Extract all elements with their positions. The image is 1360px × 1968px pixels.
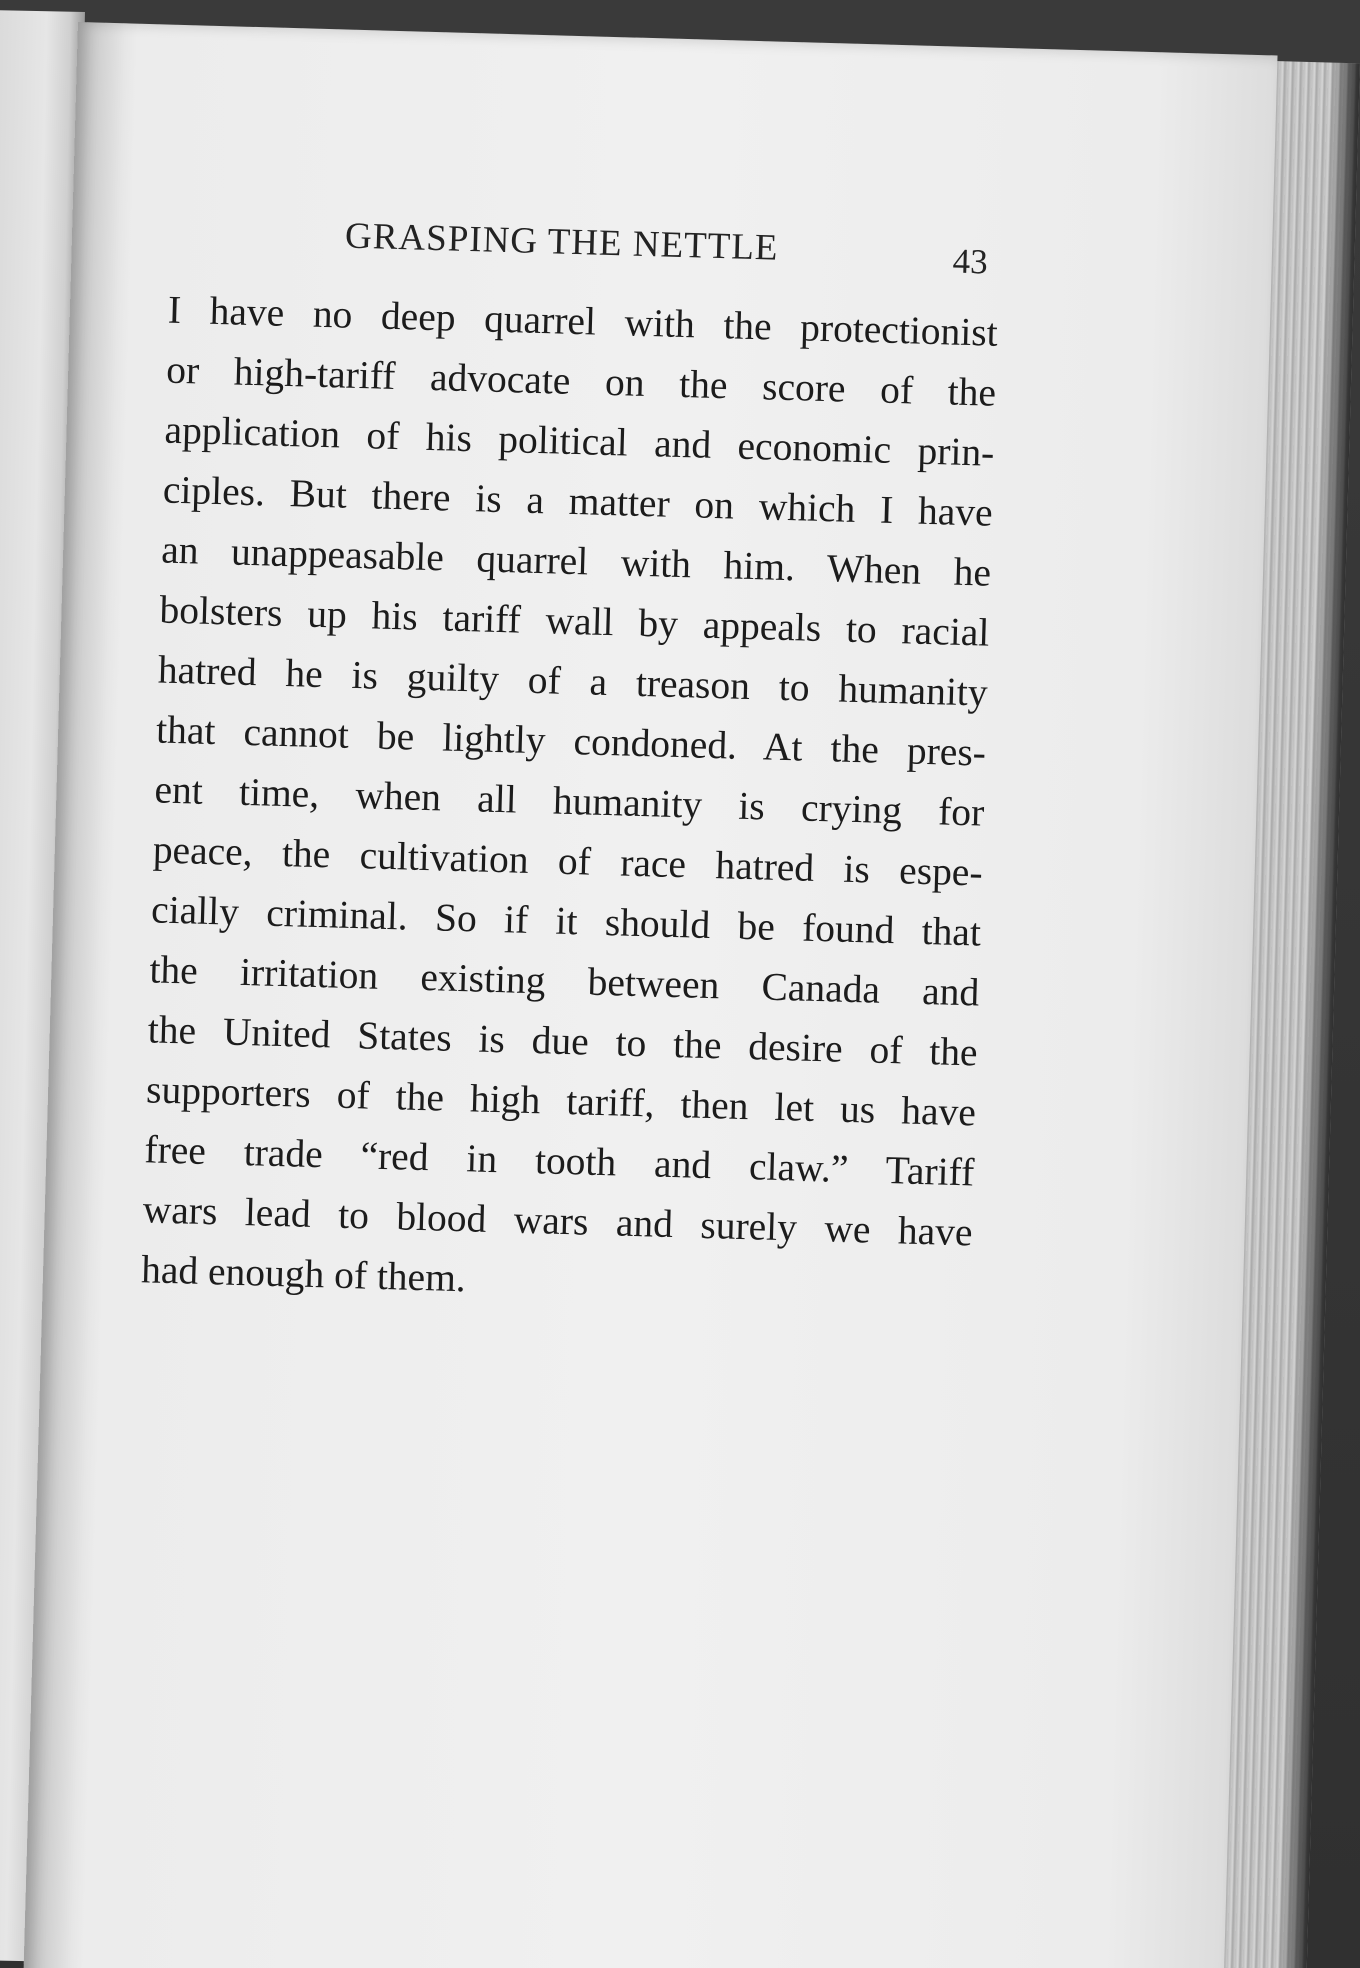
body-line: wars lead to blood wars and surely we have	[142, 1187, 974, 1255]
body-line: that cannot be lightly condoned. At the pres-	[155, 707, 987, 775]
body-line: ciples. But there is a matter on which I have	[162, 467, 994, 535]
body-line: the United States is due to the desire of the	[147, 1007, 979, 1075]
book-page	[23, 22, 1278, 1968]
body-line: free trade “red in tooth and claw.” Tariff	[143, 1127, 975, 1195]
page-number: 43	[952, 241, 989, 282]
body-line: supporters of the high tariff, then let us have	[145, 1067, 977, 1135]
body-line: bolsters up his tariff wall by appeals to racial	[159, 587, 990, 655]
body-line: I have no deep quarrel with the protectionist	[167, 287, 999, 355]
body-line: an unappeasable quarrel with him. When he	[160, 527, 992, 595]
body-line: cially criminal. So if it should be found that	[150, 887, 982, 955]
running-head-title: GRASPING THE NETTLE	[344, 215, 780, 269]
body-line: hatred he is guilty of a treason to humanity	[157, 647, 989, 715]
body-line: had enough of them.	[140, 1247, 467, 1301]
body-line: the irritation existing between Canada and	[148, 947, 980, 1015]
page-content	[140, 210, 1000, 1323]
body-line: peace, the cultivation of race hatred is espe-	[152, 827, 984, 895]
body-line: ent time, when all humanity is crying for	[153, 767, 985, 835]
body-line: or high-tariff advocate on the score of the	[165, 347, 997, 415]
body-paragraph	[140, 280, 998, 1323]
body-line: application of his political and economic prin-	[164, 407, 995, 475]
